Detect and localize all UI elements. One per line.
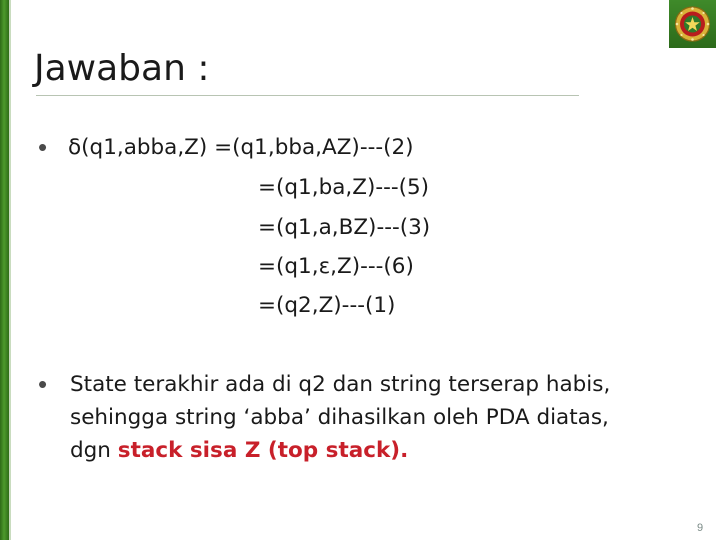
university-logo: [669, 0, 716, 48]
derivation-line-1: δ(q1,abba,Z) =(q1,bba,AZ)---(2): [68, 135, 414, 160]
conclusion-line-3: [70, 440, 408, 462]
conclusion-line-2: sehingga string ‘abba’ dihasilkan oleh PDA diatas,: [70, 405, 609, 430]
bullet-icon: •: [38, 132, 48, 162]
left-accent-bar: [0, 0, 9, 540]
conclusion-line-3-prefix: dgn: [70, 438, 118, 463]
title-underline: [36, 95, 579, 96]
derivation-line-4: =(q1,ε,Z)---(6): [258, 254, 414, 279]
bullet-icon: •: [38, 369, 48, 399]
highlighted-text: stack sisa Z (top stack).: [117, 438, 409, 463]
derivation-line-3: =(q1,a,BZ)---(3): [258, 215, 431, 240]
page-number: 9: [697, 522, 704, 534]
emblem-icon: [673, 4, 712, 44]
derivation-line-2: =(q1,ba,Z)---(5): [258, 175, 430, 200]
conclusion-line-1: State terakhir ada di q2 dan string terserap habis,: [70, 372, 611, 397]
slide-title: Jawaban :: [34, 48, 210, 89]
derivation-line-5: =(q2,Z)---(1): [258, 293, 396, 318]
left-accent-edge: [9, 0, 11, 540]
